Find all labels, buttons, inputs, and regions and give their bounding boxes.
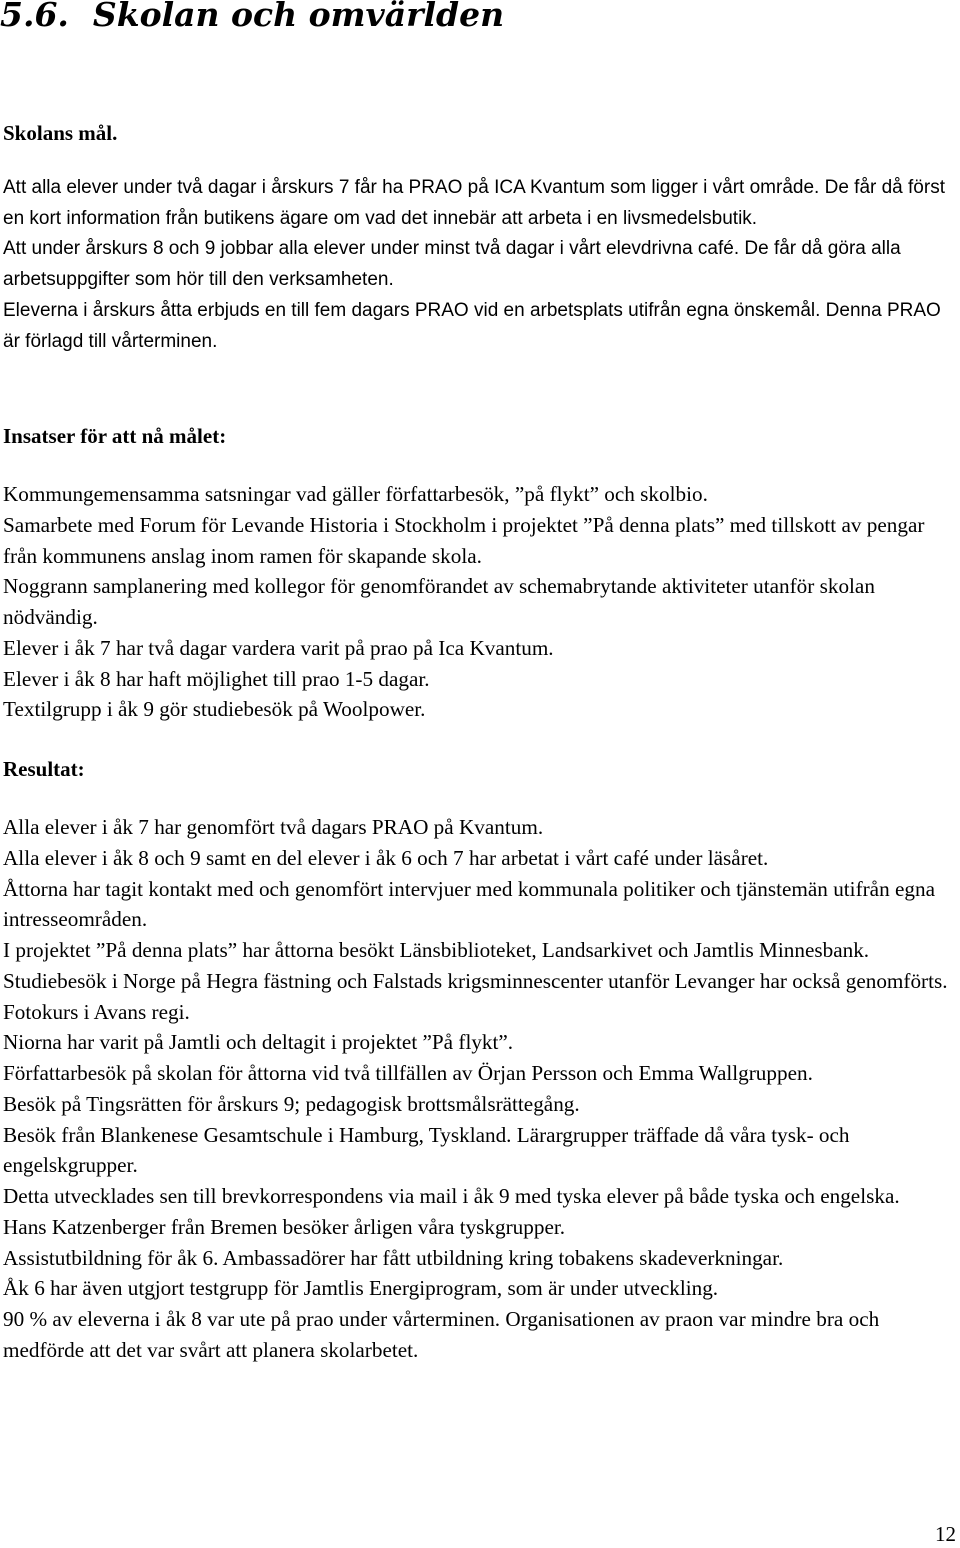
results-paragraph-7: Besök på Tingsrätten för årskurs 9; pedagogisk brottsmålsrättegång. [3,1091,580,1116]
efforts-paragraph-4: Elever i åk 7 har två dagar vardera varit på prao på Ica Kvantum. [3,635,554,660]
results-paragraph-2: Alla elever i åk 8 och 9 samt en del elever i åk 6 och 7 har arbetat i vårt café under läsåret. [3,845,769,870]
efforts-text [3,479,958,725]
section-heading [0,0,505,34]
results-text [3,812,958,1366]
results-heading: Resultat: [3,757,85,781]
results-paragraph-3: Åttorna har tagit kontakt med och genomfört intervjuer med kommunala politiker och tjänstemän utifrån egna intresseområden. [3,876,935,932]
efforts-paragraph-6: Textilgrupp i åk 9 gör studiebesök på Woolpower. [3,697,426,722]
goals-paragraph-3: Eleverna i årskurs åtta erbjuds en till fem dagars PRAO vid en arbetsplats utifrån egna önskemål. Denna PRAO är förlagd till vårterminen. [3,299,941,352]
efforts-paragraph-5: Elever i åk 8 har haft möjlighet till prao 1-5 dagar. [3,666,430,691]
section-number: 5.6. [0,0,69,34]
results-paragraph-1: Alla elever i åk 7 har genomfört två dagars PRAO på Kvantum. [3,815,544,839]
results-paragraph-13: 90 % av eleverna i åk 8 var ute på prao under vårterminen. Organisationen av praon var mindre bra och medförde att det var svårt att planera skolarbetet. [3,1307,880,1362]
efforts-paragraph-3: Noggrann samplanering med kollegor för genomförandet av schemabrytande aktiviteter utanför skolan nödvändig. [3,574,875,629]
results-paragraph-4: I projektet ”På denna plats” har åttorna besökt Länsbiblioteket, Landsarkivet och Jamtlis Minnesbank. Studiebesök i Norge på Hegra fästning och Falstads krigsminnescenter utanför Levanger har också genomförts. Fotokurs i Avans regi. [3,938,948,1024]
efforts-paragraph-2: Samarbete med Forum för Levande Historia i Stockholm i projektet ”På denna plats” med tillskott av pengar från kommunens anslag inom ramen för skapande skola. [3,512,925,568]
section-title: Skolan och omvärlden [92,0,505,34]
results-paragraph-8: Besök från Blankenese Gesamtschule i Hamburg, Tyskland. Lärargrupper träffade då våra tysk- och engelskgrupper. [3,1122,850,1178]
goals-heading: Skolans mål. [3,121,118,145]
results-paragraph-12: Åk 6 har även utgjort testgrupp för Jamtlis Energiprogram, som är under utveckling. [3,1276,719,1301]
page-number: 12 [935,1522,956,1546]
goals-paragraph-1: Att alla elever under två dagar i årskurs 7 får ha PRAO på ICA Kvantum som ligger i vårt område. De får då först en kort information från butikens ägare om vad det innebär att arbeta i en livsmedelsbutik. [3,177,945,229]
results-paragraph-10: Hans Katzenberger från Bremen besöker årligen våra tyskgrupper. [3,1214,566,1239]
efforts-paragraph-1: Kommungemensamma satsningar vad gäller författarbesök, ”på flykt” och skolbio. [3,482,708,506]
efforts-heading: Insatser för att nå målet: [3,424,227,448]
goals-paragraph-2: Att under årskurs 8 och 9 jobbar alla elever under minst två dagar i vårt elevdrivna café. De får då göra alla arbetsuppgifter som hör till den verksamheten. [3,238,901,291]
results-paragraph-11: Assistutbildning för åk 6. Ambassadörer har fått utbildning kring tobakens skadeverkningar. [3,1245,784,1270]
results-paragraph-9: Detta utvecklades sen till brevkorrespondens via mail i åk 9 med tyska elever på både tyska och engelska. [3,1184,900,1208]
results-paragraph-5: Niorna har varit på Jamtli och deltagit i projektet ”På flykt”. [3,1030,514,1055]
goals-text [3,173,958,357]
results-paragraph-6: Författarbesök på skolan för åttorna vid två tillfällen av Örjan Persson och Emma Wallgruppen. [3,1061,813,1085]
